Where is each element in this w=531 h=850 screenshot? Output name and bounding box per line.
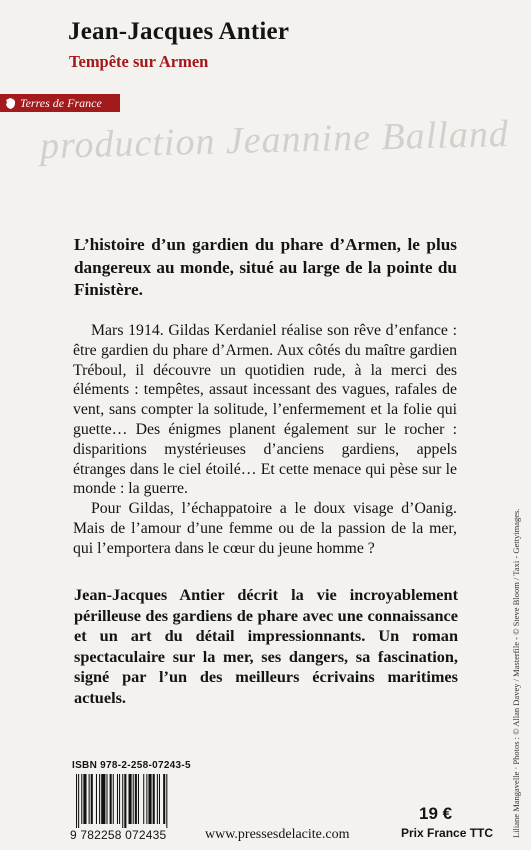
barcode-bar xyxy=(122,774,123,828)
price: 19 € xyxy=(419,804,453,823)
synopsis xyxy=(73,321,457,559)
barcode-bar xyxy=(146,774,147,824)
barcode-bar xyxy=(138,774,139,824)
barcode-bar xyxy=(133,774,134,824)
photo-credits: Liliane Mangavelle · Photos : © Allan Davey / Masterfile - © Steve Bloom / Taxi - Gettyimages. xyxy=(511,508,521,838)
barcode-bar xyxy=(101,774,105,824)
publisher-website[interactable]: www.pressesdelacite.com xyxy=(205,827,350,842)
barcode xyxy=(74,774,200,828)
collection-badge xyxy=(0,94,120,112)
barcode-bar xyxy=(148,774,151,824)
isbn: ISBN 978-2-258-07243-5 xyxy=(72,760,191,771)
barcode-bar xyxy=(166,774,167,828)
barcode-bar xyxy=(129,774,132,824)
barcode-bar xyxy=(143,774,144,824)
collection-name: Terres de France xyxy=(20,95,102,110)
author-name: Jean-Jacques Antier xyxy=(68,18,290,45)
book-title: Tempête sur Armen xyxy=(69,52,209,71)
barcode-bar xyxy=(91,774,93,824)
barcode-bar xyxy=(119,774,120,824)
barcode-bar xyxy=(157,774,158,824)
synopsis-paragraph: Mars 1914. Gildas Kerdaniel réalise son rêve d’enfance : être gardien du phare d’Armen. Aux côtés du maître gardien Tréboul, il découvre un quotidien rude, à la merci des éléments : tempêtes, assaut incessant des vagues, rafales de vent, sans compter la solitude, l’enfermement et la folie qui guette… Des énigmes planent également sur le rocher : disparitions mystérieuses d’anciens gardiens, appels étranges dans le ciel étoilé… Et cette menace qui pèse sur le monde : la guerre. xyxy=(73,322,457,498)
barcode-bar xyxy=(89,774,90,824)
france-map-icon xyxy=(6,98,16,109)
barcode-bar xyxy=(124,774,126,828)
intro-paragraph: L’histoire d’un gardien du phare d’Armen, le plus dangereux au monde, situé au large de la pointe du Finistère. xyxy=(74,235,457,299)
barcode-bar xyxy=(76,774,77,828)
barcode-bar xyxy=(78,774,79,828)
barcode-bar xyxy=(135,774,137,824)
barcode-bar xyxy=(159,774,160,824)
barcode-bar xyxy=(99,774,100,824)
synopsis-paragraph: Pour Gildas, l’échappatoire a le doux visage d’Oanig. Mais de l’amour d’une femme ou de la passion de la mer, qui l’emportera dans le cœur du jeune homme ? xyxy=(73,500,457,557)
closing-paragraph: Jean-Jacques Antier décrit la vie incroyablement périlleuse des gardiens de phare avec une connaissance et un art du détail impressionnants. Un roman spectaculaire sur la mer, ses dangers, sa fascination, signé par l’un des meilleurs écrivains maritimes actuels. xyxy=(74,585,458,707)
barcode-digits: 9 782258 072435 xyxy=(70,828,167,842)
barcode-bar xyxy=(117,774,118,824)
barcode-bar xyxy=(153,774,155,824)
price-label: Prix France TTC xyxy=(401,826,494,840)
barcode-bar xyxy=(83,774,86,824)
faded-signature: production Jeannine Balland xyxy=(39,112,510,168)
barcode-bar xyxy=(81,774,82,824)
barcode-bar xyxy=(106,774,107,824)
barcode-bar xyxy=(96,774,97,824)
barcode-bar xyxy=(113,774,114,824)
barcode-bar xyxy=(110,774,112,824)
barcode-bar xyxy=(163,774,165,824)
